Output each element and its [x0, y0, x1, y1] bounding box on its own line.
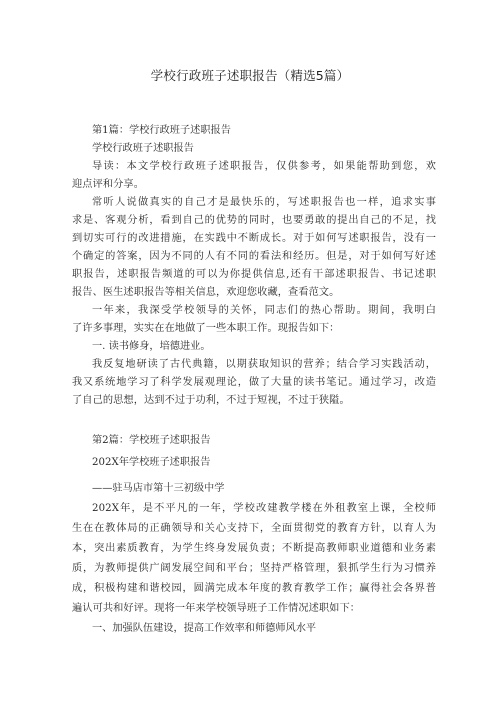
paragraph-line: 迎点评和分享。: [72, 179, 145, 190]
paragraph-line: 导读：本文学校行政班子述职报告，仅供参考，如果能帮助到您，欢: [92, 161, 436, 172]
paragraph-line: ——驻马店市第十三初级中学: [92, 483, 225, 494]
section-2-subheading: 202X年学校班子述职报告: [92, 457, 211, 468]
paragraph-line: 报告、医生述职报告等相关信息，欢迎您收藏，查看范文。: [72, 287, 340, 298]
paragraph-line: 一. 读书修身，培德进业。: [92, 341, 211, 352]
paragraph-line: 了许多事理，实实在在地做了一些本职工作。现报告如下：: [72, 323, 340, 334]
paragraph-line: 质，为教师提供广阔发展空间和平台；坚持严格管理，狠抓学生行为习惯养: [72, 563, 436, 574]
section-1-heading: 第1篇：学校行政班子述职报告: [92, 125, 231, 136]
paragraph-line: 我又系统地学习了科学发展观理论，做了大量的读书笔记。通过学习，改造: [72, 377, 436, 388]
paragraph-line: 202X年，是不平凡的一年，学校改建教学楼在外租教室上课，全校师: [92, 503, 436, 514]
paragraph-line: 成，积极构建和谐校园，圆满完成本年度的教育教学工作；赢得社会各界普: [72, 583, 436, 594]
paragraph-line: 遍认可共和好评。现将一年来学校领导班子工作情况述职如下：: [72, 603, 361, 614]
paragraph-line: 我反复地研读了古代典籍，以期获取知识的营养；结合学习实践活动，: [92, 359, 436, 370]
paragraph-line: 求是、客观分析，看到自己的优势的同时，也要勇敢的提出自己的不足，找: [72, 215, 436, 226]
paragraph-line: 本，突出素质教育，为学生终身发展负责；不断提高教师职业道德和业务素: [72, 543, 436, 554]
paragraph-line: 个确定的答案，因为不同的人有不同的看法和经历。但是，对于如何写好述: [72, 251, 436, 262]
document-title: 学校行政班子述职报告（精选5篇）: [150, 68, 350, 83]
paragraph-line: 一、加强队伍建设，提高工作效率和师德师风水平: [92, 623, 317, 634]
paragraph-line: 常听人说做真实的自己才是最快乐的，写述职报告也一样，追求实事: [92, 197, 436, 208]
paragraph-line: 到切实可行的改进措施，在实践中不断成长。对于如何写述职报告，没有一: [72, 233, 436, 244]
paragraph-line: 职报告，述职报告频道的可以为你提供信息,还有干部述职报告、书记述职: [72, 269, 436, 280]
paragraph-line: 了自己的思想，达到不过于功利，不过于短视，不过于狭隘。: [72, 395, 350, 406]
paragraph-line: 一年来，我深受学校领导的关怀，同志们的热心帮助。期间，我明白: [92, 305, 436, 316]
section-1-subheading: 学校行政班子述职报告: [92, 143, 194, 154]
paragraph-line: 生在在教体局的正确领导和关心支持下，全面贯彻党的教育方针，以育人为: [72, 523, 436, 534]
section-2-heading: 第2篇：学校班子述职报告: [92, 435, 211, 446]
